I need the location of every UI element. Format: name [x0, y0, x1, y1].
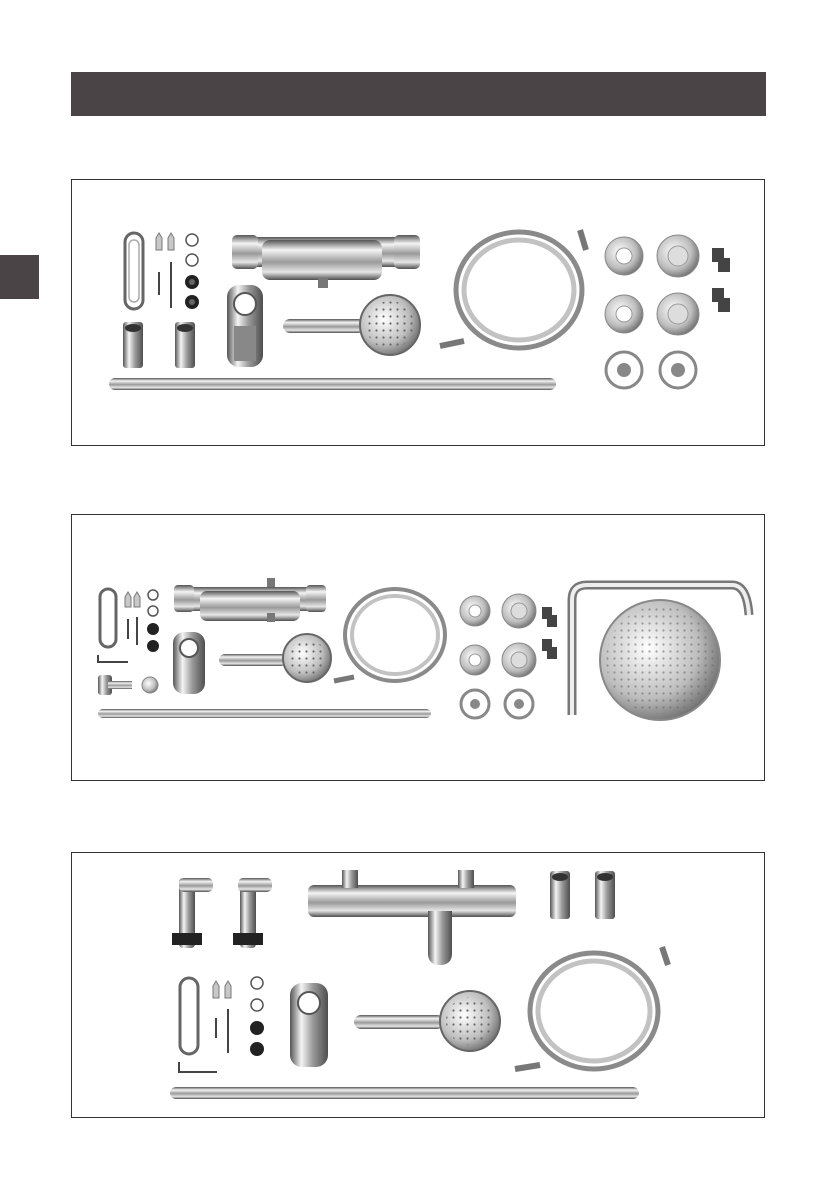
handshower-holder — [290, 983, 328, 1067]
end-cap — [142, 677, 158, 693]
thermostatic-mixer — [174, 578, 326, 622]
product-panel-1 — [71, 179, 765, 446]
screws — [159, 262, 171, 308]
eccentric-connectors — [542, 607, 557, 659]
wall-plugs — [213, 981, 231, 998]
wall-mount-holders — [123, 322, 195, 368]
mounting-plates — [461, 690, 533, 718]
wall-flanges — [460, 594, 536, 677]
wall-flanges — [605, 235, 699, 335]
product-panel-3 — [71, 852, 765, 1118]
bath-mixer — [308, 870, 516, 965]
riser-rail — [170, 1087, 639, 1099]
slide-rail-bracket — [125, 233, 143, 309]
rain-shower-head — [600, 600, 720, 720]
panel-1-illustration — [72, 180, 764, 445]
section-header-bar — [71, 72, 766, 116]
hex-key — [179, 1062, 217, 1072]
slide-rail-bracket — [100, 589, 116, 647]
washers — [250, 977, 264, 1056]
washers — [147, 590, 159, 652]
chapter-side-tab — [0, 255, 39, 299]
eccentric-connectors — [712, 248, 730, 312]
angled-connectors — [172, 878, 272, 948]
wall-plugs — [156, 233, 174, 250]
hand-shower — [219, 634, 331, 682]
riser-rail — [98, 709, 431, 718]
screws — [216, 1009, 228, 1053]
shower-hose — [334, 589, 445, 681]
wall-mount-holders — [550, 871, 615, 919]
handshower-holder — [173, 632, 205, 694]
riser-rail — [109, 378, 556, 390]
handshower-holder — [227, 285, 263, 367]
washers — [185, 234, 199, 309]
wall-plugs — [125, 592, 140, 607]
hand-shower — [354, 991, 500, 1051]
screws — [128, 617, 137, 645]
slide-rail-bracket — [180, 978, 198, 1054]
shower-hose — [440, 230, 586, 348]
shower-hose — [515, 947, 668, 1069]
product-panel-2 — [71, 514, 765, 781]
thermostatic-mixer — [232, 235, 420, 288]
mounting-plates — [606, 352, 696, 388]
hex-key — [98, 655, 128, 662]
panel-2-illustration — [72, 515, 764, 780]
rail-holder — [98, 675, 132, 695]
hand-shower — [283, 295, 420, 355]
panel-3-illustration — [72, 853, 764, 1117]
